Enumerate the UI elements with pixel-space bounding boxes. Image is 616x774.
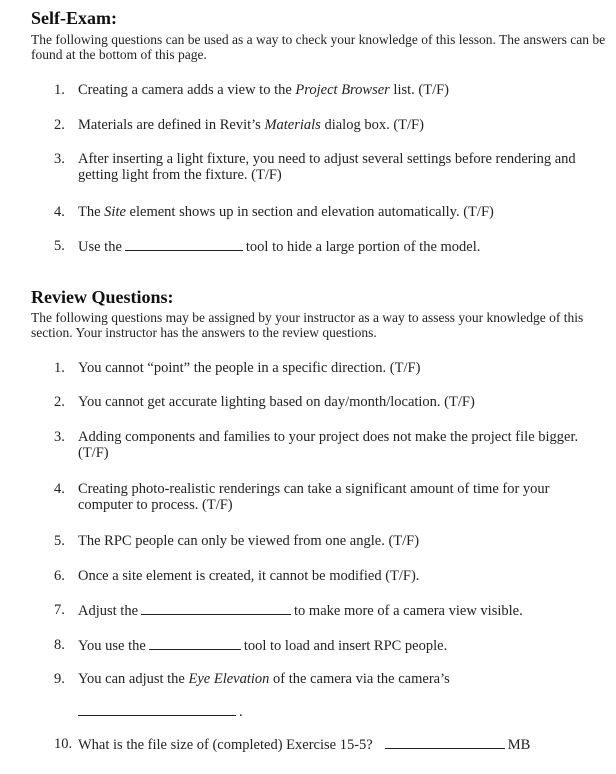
question-text: Adding components and families to your project does not make the project file bigger. (T/F) — [78, 429, 579, 461]
question-number: 9. — [54, 671, 65, 687]
review-question-7 — [54, 602, 594, 619]
question-text: You can adjust the — [78, 671, 189, 687]
question-text: Use the — [78, 239, 122, 255]
question-number: 8. — [54, 637, 65, 653]
question-number: 10. — [54, 736, 73, 752]
question-italic: Materials — [264, 117, 321, 133]
question-number: 2. — [54, 394, 65, 410]
review-question-9 — [54, 671, 594, 720]
question-text: Once a site element is created, it cannot be modified (T/F). — [78, 568, 420, 584]
question-text: What is the file size of (completed) Exercise 15-5? — [78, 737, 373, 753]
answer-blank[interactable] — [125, 238, 243, 251]
question-number: 4. — [54, 204, 65, 220]
question-number: 2. — [54, 117, 65, 133]
answer-blank[interactable] — [78, 703, 236, 716]
question-text: tool to hide a large portion of the model. — [245, 239, 481, 255]
question-text: You use the — [78, 638, 146, 654]
question-text: You cannot “point” the people in a specific direction. (T/F) — [78, 360, 421, 376]
question-number: 3. — [54, 429, 65, 445]
question-text: to make more of a camera view visible. — [294, 603, 523, 619]
question-number: 6. — [54, 568, 65, 584]
question-italic: Site — [104, 204, 126, 220]
question-number: 5. — [54, 238, 65, 254]
question-italic: Eye Elevation — [188, 671, 270, 687]
self-exam-question-4 — [54, 204, 594, 220]
review-question-4 — [54, 481, 594, 513]
question-number: 1. — [54, 360, 65, 376]
question-text: list. (T/F) — [389, 82, 450, 98]
answer-blank[interactable] — [385, 736, 505, 749]
self-exam-question-2 — [54, 117, 594, 133]
review-question-1 — [54, 360, 594, 376]
review-question-10 — [54, 736, 594, 753]
question-text: tool to load and insert RPC people. — [243, 638, 448, 654]
self-exam-question-3 — [54, 151, 594, 183]
question-text: . — [239, 704, 243, 720]
self-exam-intro: The following questions can be used as a way to check your knowledge of this lesson. The answers can be found at the bottom of this page. — [31, 32, 606, 62]
self-exam-question-5 — [54, 238, 594, 255]
question-text: dialog box. (T/F) — [320, 117, 424, 133]
question-text: MB — [507, 737, 531, 753]
review-heading: Review Questions: — [31, 287, 174, 307]
question-number: 3. — [54, 151, 65, 167]
question-text: The — [78, 204, 105, 220]
review-intro: The following questions may be assigned by your instructor as a way to assess your knowledge of this section. Your instructor has the answers to the review questions. — [31, 310, 584, 340]
self-exam-question-1 — [54, 82, 594, 98]
question-text: The RPC people can only be viewed from one angle. (T/F) — [78, 533, 420, 549]
question-text: Creating a camera adds a view to the — [78, 82, 296, 98]
review-question-6 — [54, 568, 594, 584]
review-question-5 — [54, 533, 594, 549]
answer-blank[interactable] — [149, 637, 241, 650]
question-text: After inserting a light fixture, you need to adjust several settings before rendering and getting light from the fixture. (T/F) — [78, 151, 576, 183]
question-text: Materials are defined in Revit’s — [78, 117, 265, 133]
question-italic: Project Browser — [295, 82, 390, 98]
review-question-8 — [54, 637, 594, 654]
question-number: 4. — [54, 481, 65, 497]
question-text: of the camera via the camera’s — [269, 671, 450, 687]
question-text: You cannot get accurate lighting based on day/month/location. (T/F) — [78, 394, 475, 410]
self-exam-heading: Self-Exam: — [31, 8, 117, 28]
question-number: 7. — [54, 602, 65, 618]
question-number: 1. — [54, 82, 65, 98]
review-question-3 — [54, 429, 594, 461]
question-number: 5. — [54, 533, 65, 549]
question-text: element shows up in section and elevation automatically. (T/F) — [125, 204, 494, 220]
question-text: Creating photo-realistic renderings can take a significant amount of time for your computer to process. (T/F) — [78, 481, 550, 513]
review-question-2 — [54, 394, 594, 410]
answer-blank[interactable] — [141, 602, 291, 615]
question-text: Adjust the — [78, 603, 139, 619]
